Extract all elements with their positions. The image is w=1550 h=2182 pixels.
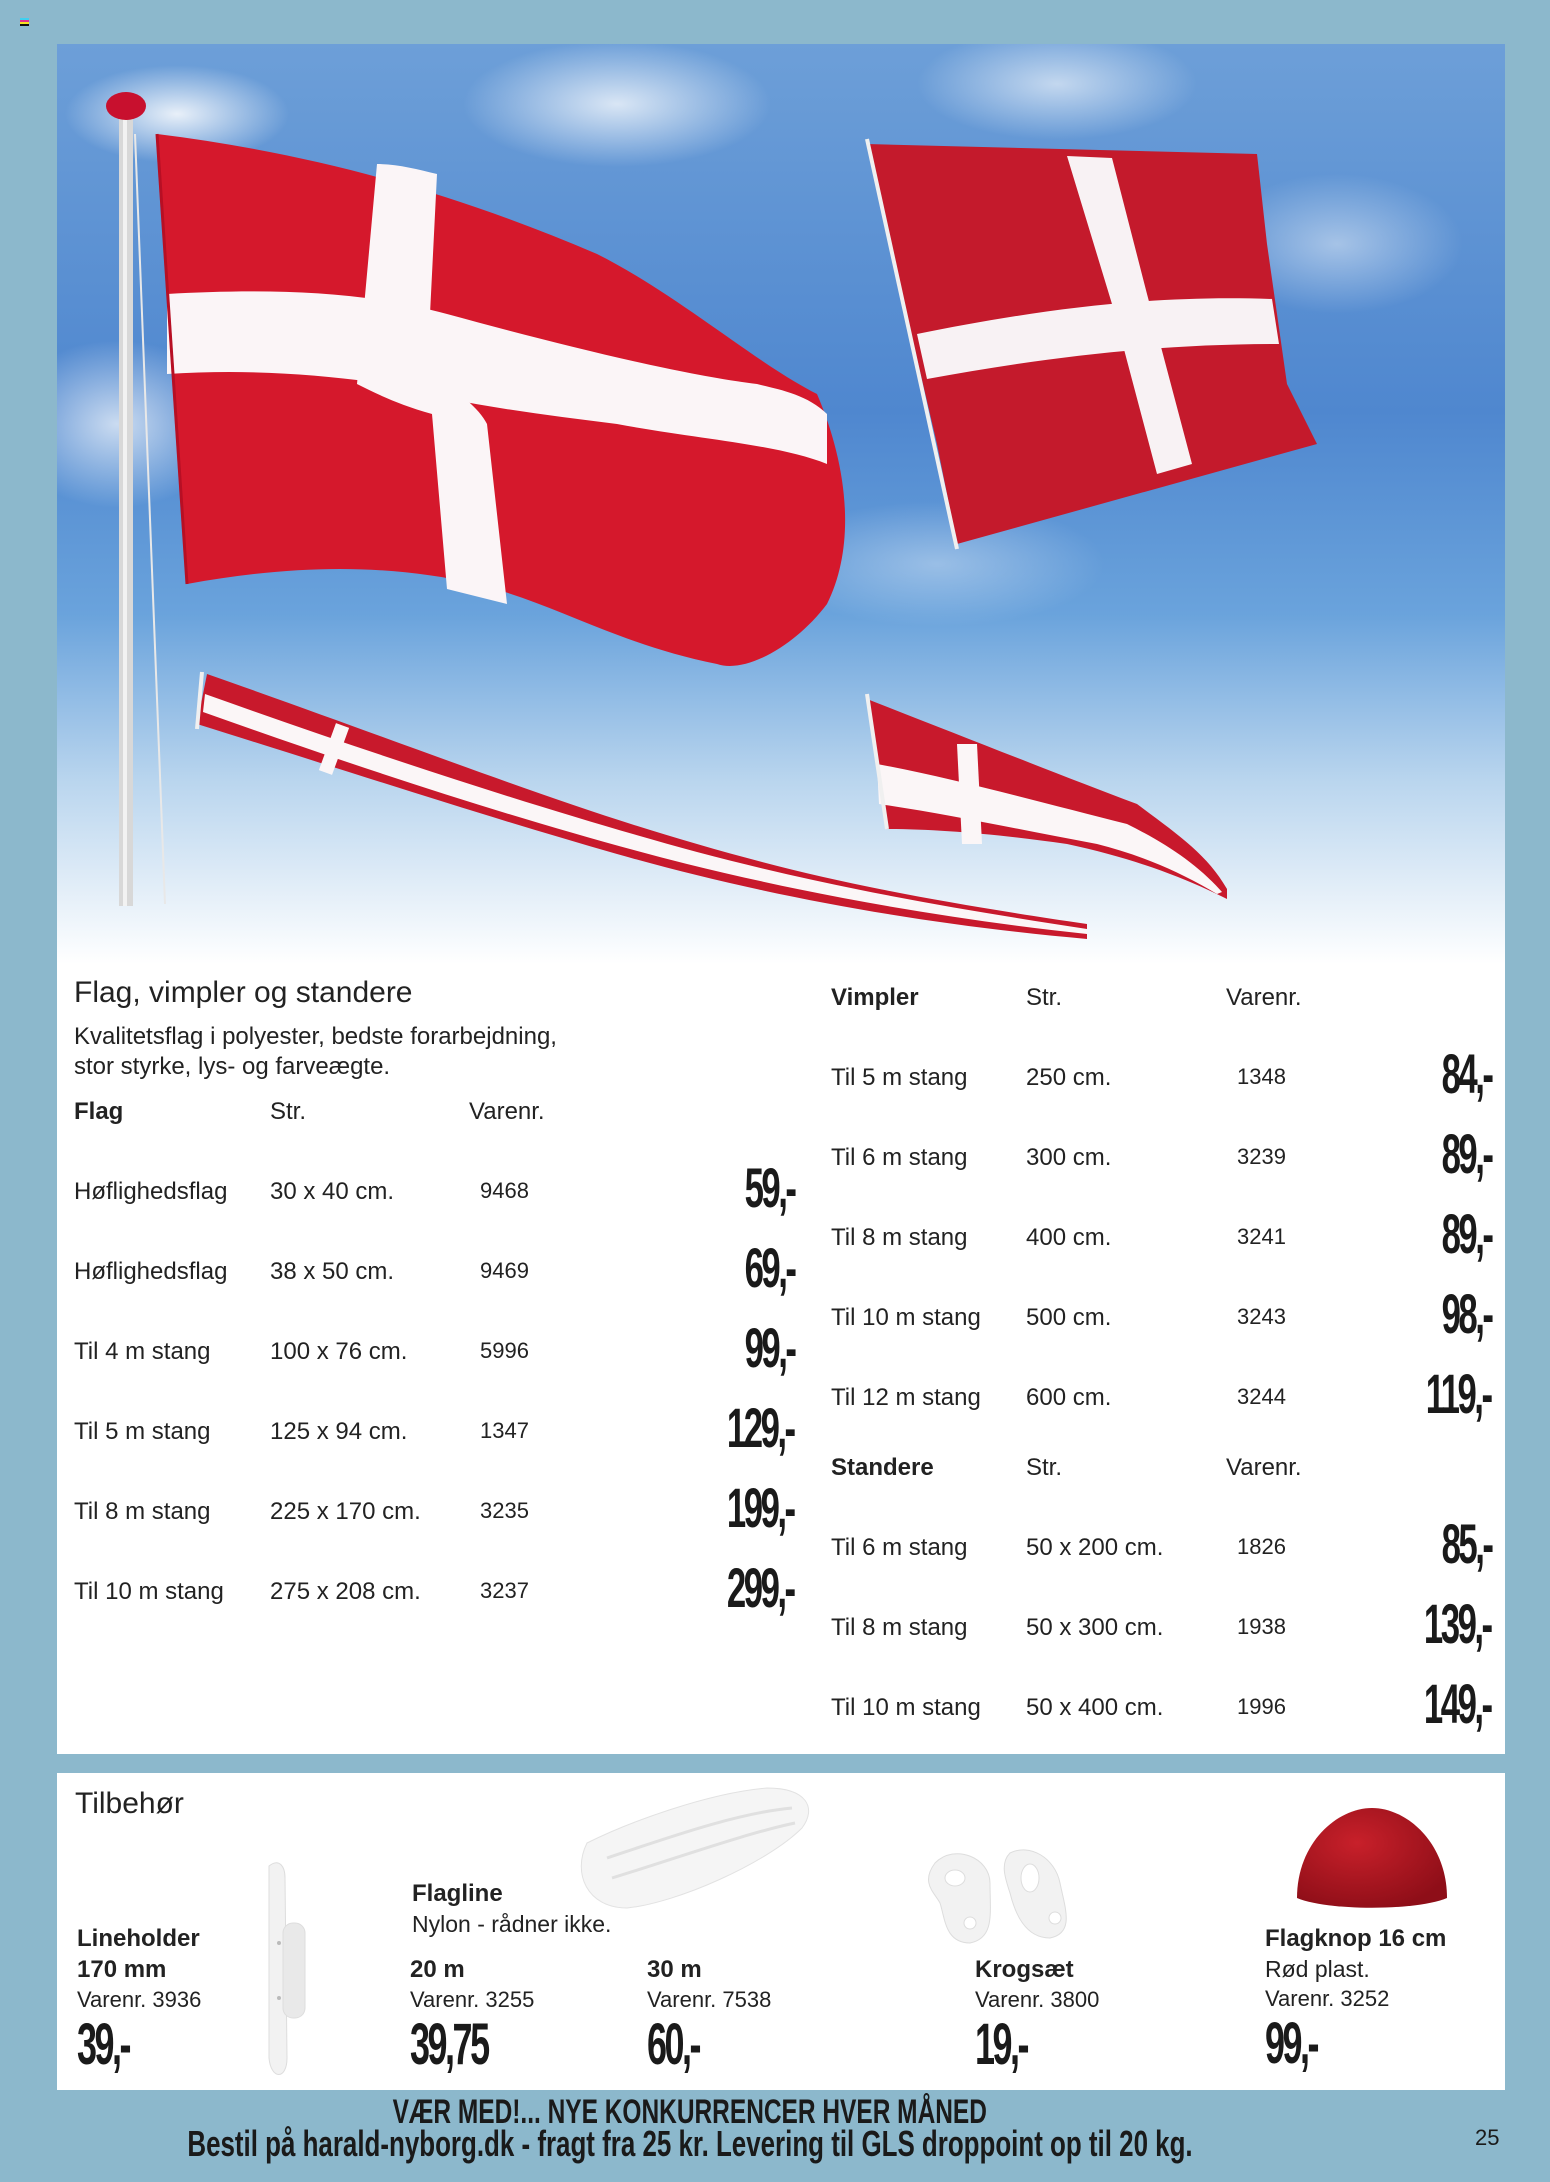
variant-varenr: Varenr. 3255	[410, 1987, 535, 2012]
accessory-flagline-20m	[410, 1954, 535, 2075]
product-price: 89,-	[1441, 1122, 1491, 1185]
header-name: Flag	[74, 1098, 124, 1125]
table-row	[831, 1042, 1491, 1105]
table-row	[831, 1592, 1491, 1655]
table-row	[74, 1236, 794, 1299]
table-row	[831, 1362, 1491, 1425]
danish-flag-icon	[157, 134, 845, 666]
accessory-price: 99,-	[1265, 2011, 1318, 2076]
variant-varenr: Varenr. 7538	[647, 1987, 772, 2012]
footer-shipping-info: Bestil på harald-nyborg.dk - fragt fra 25 kr. Levering til GLS droppoint op til 20 kg.	[187, 2123, 1193, 2164]
product-varenr: 1996	[1237, 1694, 1286, 1719]
product-varenr: 3239	[1237, 1144, 1286, 1169]
product-price: 129,-	[727, 1396, 794, 1459]
product-name: Til 5 m stang	[74, 1418, 211, 1445]
table-row	[74, 1316, 794, 1379]
product-price: 84,-	[1441, 1042, 1491, 1105]
accessory-varenr: Varenr. 3936	[77, 1987, 202, 2012]
footer-promo: VÆR MED!... NYE KONKURRENCER HVER MÅNED	[392, 2093, 988, 2131]
product-size: 500 cm.	[1026, 1304, 1112, 1331]
product-varenr: 9468	[480, 1178, 529, 1203]
accessory-price: 39,-	[77, 2012, 130, 2077]
product-price: 69,-	[744, 1236, 794, 1299]
hook-set-icon	[915, 1843, 1095, 1953]
variant-price: 60,-	[647, 2012, 700, 2077]
product-varenr: 3235	[480, 1498, 529, 1523]
product-price: 149,-	[1424, 1672, 1491, 1735]
product-size: 250 cm.	[1026, 1064, 1112, 1091]
cleat-icon	[257, 1858, 317, 2083]
product-name: Til 6 m stang	[831, 1144, 968, 1171]
table-row	[74, 1156, 794, 1219]
accessory-varenr: Varenr. 3800	[975, 1987, 1100, 2012]
product-size: 400 cm.	[1026, 1224, 1112, 1251]
product-size: 50 x 200 cm.	[1026, 1534, 1164, 1561]
table-row	[831, 1282, 1491, 1345]
section-description	[74, 1022, 694, 1082]
product-varenr: 3243	[1237, 1304, 1286, 1329]
table-row	[831, 1122, 1491, 1185]
product-size: 50 x 400 cm.	[1026, 1694, 1164, 1721]
product-varenr: 3244	[1237, 1384, 1286, 1409]
product-varenr: 9469	[480, 1258, 529, 1283]
product-name: Til 8 m stang	[831, 1614, 968, 1641]
product-size: 100 x 76 cm.	[270, 1338, 408, 1365]
accessory-flagknop	[1265, 1923, 1446, 2074]
product-name: Til 10 m stang	[74, 1578, 224, 1605]
product-name: Til 8 m stang	[74, 1498, 211, 1525]
product-price: 85,-	[1441, 1512, 1491, 1575]
header-size: Str.	[270, 1098, 307, 1125]
header-size: Str.	[1026, 984, 1063, 1011]
section-title: Flag, vimpler og standere	[74, 976, 413, 1009]
flag-knob-icon	[1287, 1803, 1457, 1913]
product-name: Til 10 m stang	[831, 1694, 981, 1721]
flagpole-icon	[106, 92, 165, 906]
table-row	[74, 1556, 794, 1619]
standard-icon	[867, 694, 1227, 899]
table-row	[831, 1672, 1491, 1735]
flags-illustration	[57, 44, 1505, 964]
page-number: 25	[1475, 2125, 1500, 2150]
product-size: 50 x 300 cm.	[1026, 1614, 1164, 1641]
danish-flag-small-icon	[867, 139, 1317, 549]
product-size: 38 x 50 cm.	[270, 1258, 395, 1285]
variant-length: 30 m	[647, 1956, 702, 1983]
table-row	[831, 1512, 1491, 1575]
product-varenr: 1938	[1237, 1614, 1286, 1639]
product-varenr: 1826	[1237, 1534, 1286, 1559]
product-price: 199,-	[727, 1476, 794, 1539]
accessory-detail: Nylon - rådner ikke.	[412, 1911, 612, 1937]
table-row	[74, 1396, 794, 1459]
product-name: Høflighedsflag	[74, 1178, 228, 1205]
product-varenr: 5996	[480, 1338, 529, 1363]
variant-length: 20 m	[410, 1956, 465, 1983]
description-line: Kvalitetsflag i polyester, bedste forarbejdning,	[74, 1023, 557, 1050]
accessory-detail: Rød plast.	[1265, 1956, 1370, 1982]
product-name: Til 12 m stang	[831, 1384, 981, 1411]
product-name: Til 6 m stang	[831, 1534, 968, 1561]
table-row	[74, 1476, 794, 1539]
product-varenr: 3237	[480, 1578, 529, 1603]
description-line: stor styrke, lys- og farveægte.	[74, 1053, 391, 1080]
header-varenr: Varenr.	[1226, 1454, 1302, 1481]
product-price: 119,-	[1426, 1362, 1491, 1425]
product-name: Høflighedsflag	[74, 1258, 228, 1285]
variant-price: 39,75	[410, 2012, 488, 2077]
main-panel	[57, 44, 1505, 1754]
product-size: 300 cm.	[1026, 1144, 1112, 1171]
accessory-detail: 170 mm	[77, 1956, 167, 1983]
accessories-title: Tilbehør	[75, 1787, 184, 1820]
product-varenr: 3241	[1237, 1224, 1286, 1249]
product-size: 30 x 40 cm.	[270, 1178, 395, 1205]
header-varenr: Varenr.	[469, 1098, 545, 1125]
product-size: 225 x 170 cm.	[270, 1498, 421, 1525]
product-varenr: 1348	[1237, 1064, 1286, 1089]
product-price: 99,-	[744, 1316, 794, 1379]
product-size: 600 cm.	[1026, 1384, 1112, 1411]
header-name: Vimpler	[831, 984, 919, 1011]
product-price: 98,-	[1441, 1282, 1491, 1345]
product-price: 299,-	[727, 1556, 794, 1619]
print-color-marker	[20, 18, 29, 27]
accessory-name: Flagline	[412, 1880, 503, 1907]
product-name: Til 8 m stang	[831, 1224, 968, 1251]
table-row	[831, 1202, 1491, 1265]
product-name: Til 4 m stang	[74, 1338, 211, 1365]
flags-photo	[57, 44, 1505, 964]
accessory-name: Krogsæt	[975, 1956, 1074, 1983]
product-size: 125 x 94 cm.	[270, 1418, 408, 1445]
product-varenr: 1347	[480, 1418, 529, 1443]
product-name: Til 10 m stang	[831, 1304, 981, 1331]
header-size: Str.	[1026, 1454, 1063, 1481]
accessory-krogsaet	[975, 1954, 1099, 2075]
accessory-lineholder	[77, 1923, 201, 2075]
footer	[0, 2095, 1550, 2167]
product-size: 275 x 208 cm.	[270, 1578, 421, 1605]
header-name: Standere	[831, 1454, 934, 1481]
accessories-panel	[57, 1773, 1505, 2090]
accessory-name: Lineholder	[77, 1925, 200, 1952]
accessory-varenr: Varenr. 3252	[1265, 1986, 1390, 2011]
product-price: 139,-	[1424, 1592, 1491, 1655]
accessory-price: 19,-	[975, 2012, 1028, 2077]
product-price: 59,-	[744, 1156, 794, 1219]
product-price: 89,-	[1441, 1202, 1491, 1265]
product-name: Til 5 m stang	[831, 1064, 968, 1091]
header-varenr: Varenr.	[1226, 984, 1302, 1011]
accessory-flagline	[412, 1878, 611, 1939]
accessory-flagline-30m	[647, 1954, 771, 2075]
accessory-name: Flagknop 16 cm	[1265, 1925, 1447, 1952]
